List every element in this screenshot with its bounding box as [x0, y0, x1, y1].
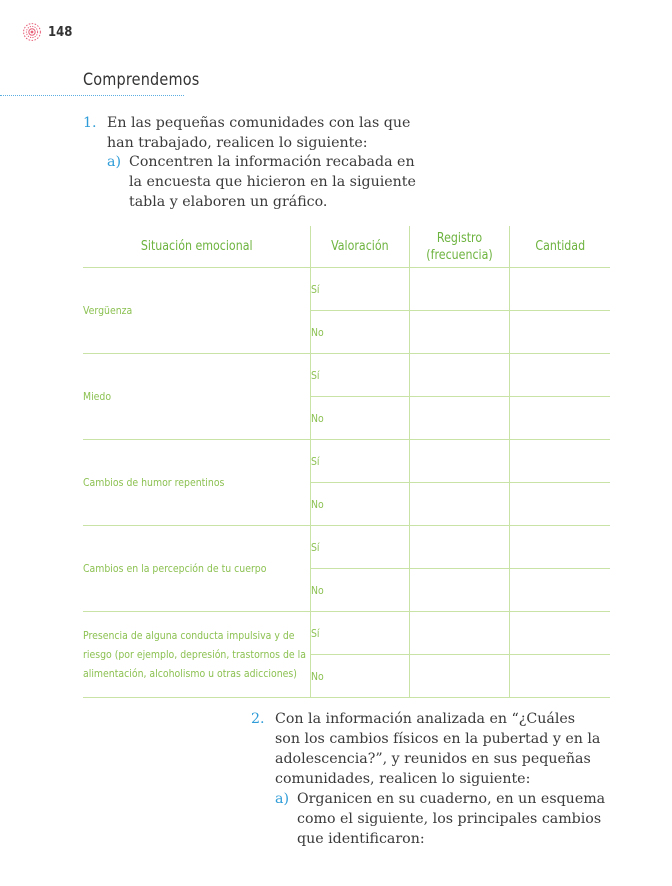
- item-2-line: Con la información analizada en “¿Cuáles: [275, 711, 576, 727]
- item-2-line: adolescencia?”, y reunidos en sus pequeñas: [275, 751, 591, 767]
- cantidad-cell[interactable]: [509, 268, 610, 311]
- item-1-text: [107, 113, 410, 153]
- valoracion-yes: Sí: [310, 526, 409, 569]
- title-divider: [0, 95, 184, 96]
- table-header-row: [83, 226, 610, 268]
- emotional-situation-table: [83, 226, 610, 698]
- page-header: [22, 22, 72, 42]
- header-situation: Situación emocional: [83, 226, 310, 268]
- item-1-line: En las pequeñas comunidades con las que: [107, 115, 411, 131]
- item-1-number: 1.: [83, 115, 97, 131]
- cantidad-cell[interactable]: [509, 655, 610, 698]
- item-2-number: 2.: [251, 711, 265, 727]
- valoracion-no: No: [310, 397, 409, 440]
- registro-cell[interactable]: [409, 440, 509, 483]
- sun-ornament-icon: [22, 22, 42, 42]
- item-1a-text: [129, 152, 416, 212]
- item-2a-line: como el siguiente, los principales cambios: [297, 811, 602, 827]
- cantidad-cell[interactable]: [509, 354, 610, 397]
- item-1-line: han trabajado, realicen lo siguiente:: [107, 135, 368, 151]
- situation-line: Presencia de alguna conducta impulsiva y de: [83, 629, 295, 642]
- item-2a-text: [297, 789, 605, 849]
- table-row: [83, 440, 610, 483]
- header-registro-line: Registro: [436, 230, 482, 246]
- situation-cell: Cambios en la percepción de tu cuerpo: [83, 526, 310, 612]
- header-cantidad: Cantidad: [509, 226, 610, 268]
- valoracion-no: No: [310, 655, 409, 698]
- table-row: [83, 526, 610, 569]
- item-1a-line: la encuesta que hicieron en la siguiente: [129, 174, 416, 190]
- registro-cell[interactable]: [409, 397, 509, 440]
- situation-cell: Cambios de humor repentinos: [83, 440, 310, 526]
- valoracion-no: No: [310, 483, 409, 526]
- item-2a-line: Organicen en su cuaderno, en un esquema: [297, 791, 606, 807]
- valoracion-yes: Sí: [310, 354, 409, 397]
- registro-cell[interactable]: [409, 268, 509, 311]
- item-2-line: son los cambios físicos en la pubertad y en la: [275, 731, 601, 747]
- valoracion-no: No: [310, 311, 409, 354]
- cantidad-cell[interactable]: [509, 483, 610, 526]
- valoracion-yes: Sí: [310, 612, 409, 655]
- registro-cell[interactable]: [409, 483, 509, 526]
- registro-cell[interactable]: [409, 354, 509, 397]
- item-1a-label: a): [107, 154, 121, 170]
- header-registro-line: (frecuencia): [425, 247, 493, 263]
- registro-cell[interactable]: [409, 526, 509, 569]
- registro-cell[interactable]: [409, 311, 509, 354]
- registro-cell[interactable]: [409, 612, 509, 655]
- item-2a-label: a): [275, 791, 289, 807]
- item-2-line: comunidades, realicen lo siguiente:: [275, 771, 531, 787]
- item-1a-line: Concentren la información recabada en: [129, 154, 415, 170]
- item-2-text: [275, 709, 600, 789]
- valoracion-yes: Sí: [310, 440, 409, 483]
- cantidad-cell[interactable]: [509, 612, 610, 655]
- cantidad-cell[interactable]: [509, 440, 610, 483]
- table-row: [83, 354, 610, 397]
- cantidad-cell[interactable]: [509, 526, 610, 569]
- cantidad-cell[interactable]: [509, 569, 610, 612]
- page-number: 148: [48, 24, 73, 40]
- valoracion-no: No: [310, 569, 409, 612]
- cantidad-cell[interactable]: [509, 311, 610, 354]
- section-title: Comprendemos: [83, 70, 200, 90]
- table-row: [83, 612, 610, 655]
- situation-cell: Vergüenza: [83, 268, 310, 354]
- item-2a-line: que identificaron:: [297, 831, 425, 847]
- situation-line: riesgo (por ejemplo, depresión, trastornos de la: [83, 648, 306, 661]
- cantidad-cell[interactable]: [509, 397, 610, 440]
- table-row: [83, 268, 610, 311]
- registro-cell[interactable]: [409, 569, 509, 612]
- registro-cell[interactable]: [409, 655, 509, 698]
- item-1a-line: tabla y elaboren un gráfico.: [129, 194, 328, 210]
- valoracion-yes: Sí: [310, 268, 409, 311]
- situation-cell: [83, 612, 310, 698]
- header-valoracion: Valoración: [310, 226, 409, 268]
- situation-line: alimentación, alcoholismo u otras adicciones): [83, 667, 297, 680]
- situation-cell: Miedo: [83, 354, 310, 440]
- header-registro: [409, 226, 509, 268]
